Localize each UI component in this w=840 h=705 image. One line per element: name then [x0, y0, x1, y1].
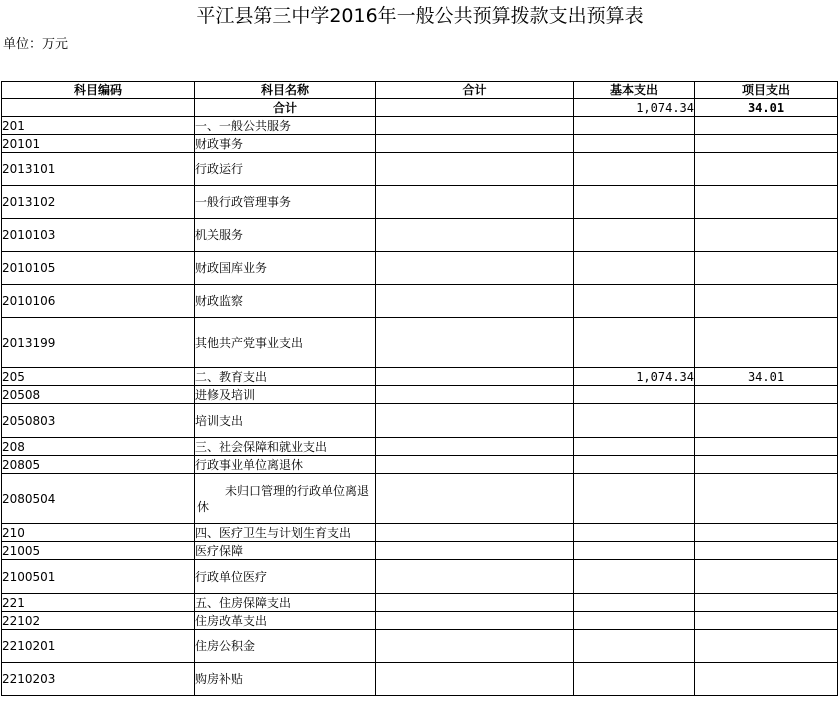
row-basic: [574, 663, 695, 696]
row-name: 五、住房保障支出: [195, 594, 376, 612]
header-basic: 基本支出: [574, 82, 695, 99]
row-code: 201: [2, 117, 195, 135]
header-code: 科目编码: [2, 82, 195, 99]
total-label: 合计: [195, 99, 376, 117]
row-name: 财政国库业务: [195, 252, 376, 285]
row-basic: [574, 438, 695, 456]
row-code: 2080504: [2, 474, 195, 524]
row-project: [695, 186, 838, 219]
row-project: [695, 117, 838, 135]
table-row: [2, 368, 838, 386]
row-project: [695, 285, 838, 318]
row-total: [376, 252, 574, 285]
row-project: [695, 252, 838, 285]
row-total: [376, 368, 574, 386]
row-name: 行政运行: [195, 153, 376, 186]
row-total: [376, 438, 574, 456]
row-total: [376, 404, 574, 438]
row-name: 机关服务: [195, 219, 376, 252]
total-total: [376, 99, 574, 117]
row-code: 2210201: [2, 630, 195, 663]
row-name: 进修及培训: [195, 386, 376, 404]
total-basic: 1,074.34: [574, 99, 695, 117]
row-project: 34.01: [695, 368, 838, 386]
row-name: 住房改革支出: [195, 612, 376, 630]
row-code: 2010105: [2, 252, 195, 285]
header-row: [2, 82, 838, 99]
row-project: [695, 524, 838, 542]
table-row: [2, 135, 838, 153]
row-code: 22102: [2, 612, 195, 630]
row-total: [376, 594, 574, 612]
row-total: [376, 630, 574, 663]
row-name: 未归口管理的行政单位离退休: [195, 474, 376, 524]
row-project: [695, 560, 838, 594]
table-row: [2, 474, 838, 524]
row-total: [376, 153, 574, 186]
row-basic: [574, 560, 695, 594]
row-basic: [574, 318, 695, 368]
row-code: 2100501: [2, 560, 195, 594]
row-project: [695, 404, 838, 438]
row-name: 财政事务: [195, 135, 376, 153]
row-code: 2010103: [2, 219, 195, 252]
row-code: 205: [2, 368, 195, 386]
row-project: [695, 135, 838, 153]
row-basic: [574, 594, 695, 612]
budget-table: [1, 81, 838, 696]
row-code: 2013101: [2, 153, 195, 186]
table-row: [2, 524, 838, 542]
row-project: [695, 663, 838, 696]
row-total: [376, 456, 574, 474]
row-total: [376, 663, 574, 696]
row-code: 2013199: [2, 318, 195, 368]
table-row: [2, 542, 838, 560]
table-row: [2, 594, 838, 612]
row-code: 210: [2, 524, 195, 542]
table-row: [2, 318, 838, 368]
row-basic: [574, 456, 695, 474]
row-basic: [574, 524, 695, 542]
row-name: 其他共产党事业支出: [195, 318, 376, 368]
row-total: [376, 542, 574, 560]
row-total: [376, 186, 574, 219]
row-name: 购房补贴: [195, 663, 376, 696]
row-total: [376, 474, 574, 524]
row-total: [376, 285, 574, 318]
table-row: [2, 663, 838, 696]
row-total: [376, 318, 574, 368]
table-row: [2, 404, 838, 438]
row-code: 221: [2, 594, 195, 612]
row-basic: 1,074.34: [574, 368, 695, 386]
row-project: [695, 594, 838, 612]
row-total: [376, 524, 574, 542]
row-total: [376, 135, 574, 153]
row-project: [695, 612, 838, 630]
row-basic: [574, 135, 695, 153]
row-name: 住房公积金: [195, 630, 376, 663]
table-row: [2, 153, 838, 186]
row-code: 2050803: [2, 404, 195, 438]
row-basic: [574, 612, 695, 630]
row-project: [695, 630, 838, 663]
header-project: 项目支出: [695, 82, 838, 99]
row-project: [695, 318, 838, 368]
unit-label: 单位：万元: [3, 37, 69, 52]
total-code-cell: [2, 99, 195, 117]
total-project: 34.01: [695, 99, 838, 117]
row-project: [695, 474, 838, 524]
page-title: 平江县第三中学2016年一般公共预算拨款支出预算表: [196, 5, 644, 27]
row-code: 2013102: [2, 186, 195, 219]
table-row: [2, 117, 838, 135]
table-row: [2, 252, 838, 285]
row-code: 208: [2, 438, 195, 456]
row-basic: [574, 386, 695, 404]
row-name: 医疗保障: [195, 542, 376, 560]
row-total: [376, 560, 574, 594]
row-project: [695, 386, 838, 404]
table-row: [2, 630, 838, 663]
row-total: [376, 219, 574, 252]
header-total: 合计: [376, 82, 574, 99]
row-code: 21005: [2, 542, 195, 560]
row-basic: [574, 117, 695, 135]
row-basic: [574, 285, 695, 318]
row-basic: [574, 542, 695, 560]
row-code: 20508: [2, 386, 195, 404]
row-name: 二、教育支出: [195, 368, 376, 386]
table-row: [2, 186, 838, 219]
row-basic: [574, 153, 695, 186]
table-row: [2, 438, 838, 456]
row-name: 四、医疗卫生与计划生育支出: [195, 524, 376, 542]
table-row: [2, 285, 838, 318]
row-name: 一、一般公共服务: [195, 117, 376, 135]
table-row: [2, 219, 838, 252]
row-name: 财政监察: [195, 285, 376, 318]
header-name: 科目名称: [195, 82, 376, 99]
row-total: [376, 612, 574, 630]
total-row: [2, 99, 838, 117]
row-basic: [574, 186, 695, 219]
row-project: [695, 153, 838, 186]
row-total: [376, 386, 574, 404]
table-row: [2, 386, 838, 404]
row-name: 行政单位医疗: [195, 560, 376, 594]
row-code: 2010106: [2, 285, 195, 318]
row-project: [695, 219, 838, 252]
table-row: [2, 456, 838, 474]
row-basic: [574, 219, 695, 252]
row-name: 一般行政管理事务: [195, 186, 376, 219]
row-code: 20805: [2, 456, 195, 474]
row-name: 培训支出: [195, 404, 376, 438]
row-name: 行政事业单位离退休: [195, 456, 376, 474]
row-code: 2210203: [2, 663, 195, 696]
row-basic: [574, 630, 695, 663]
table-row: [2, 612, 838, 630]
row-code: 20101: [2, 135, 195, 153]
row-basic: [574, 474, 695, 524]
row-total: [376, 117, 574, 135]
row-basic: [574, 404, 695, 438]
row-project: [695, 542, 838, 560]
row-basic: [574, 252, 695, 285]
row-project: [695, 438, 838, 456]
row-project: [695, 456, 838, 474]
table-row: [2, 560, 838, 594]
row-name: 三、社会保障和就业支出: [195, 438, 376, 456]
